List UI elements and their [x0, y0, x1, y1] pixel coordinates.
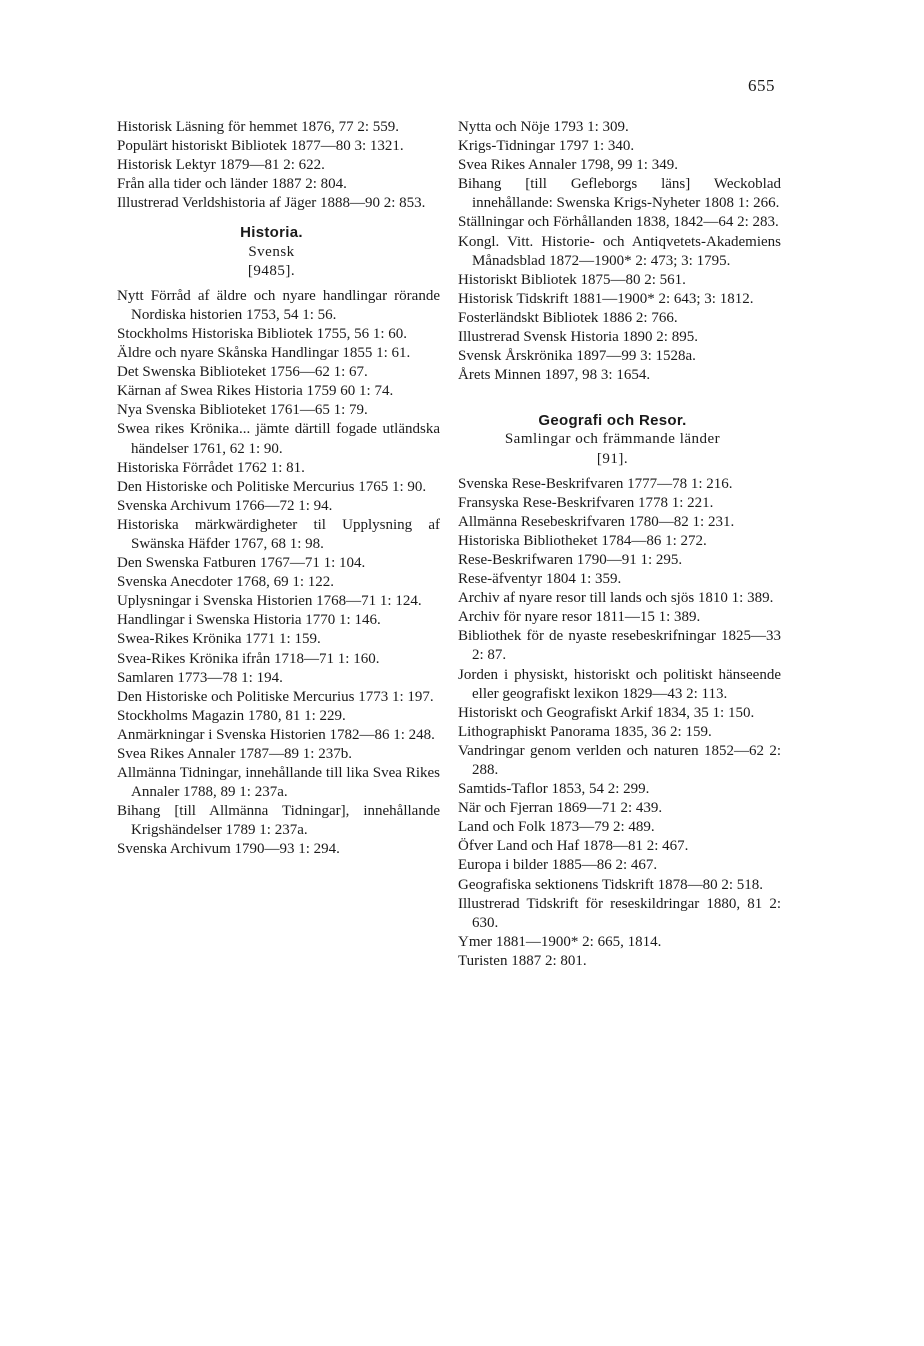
list-item: Den Swenska Fatburen 1767—71 1: 104.	[117, 555, 366, 572]
list-item: När och Fjerran 1869—71 2: 439.	[458, 800, 663, 817]
list-item: Illustrerad Tidskrift för reseskildringar 1880, 81 2: 630.	[458, 895, 781, 931]
right-entries-top	[458, 118, 781, 385]
list-item: Swea-Rikes Krönika 1771 1: 159.	[117, 631, 321, 648]
list-item: Svea-Rikes Krönika ifrån 1718—71 1: 160.	[117, 650, 380, 667]
list-item: Nytt Förråd af äldre och nyare handlingar rörande Nordiska historien 1753, 54 1: 56.	[117, 287, 440, 323]
list-item: Historisk Läsning för hemmet 1876, 77 2: 559.	[117, 119, 400, 135]
list-item: Historiska Bibliotheket 1784—86 1: 272.	[458, 532, 707, 549]
list-item: Swea rikes Krönika... jämte därtill fogade utländska händelser 1761, 62 1: 90.	[117, 421, 440, 457]
left-column	[117, 118, 440, 860]
list-item: Allmänna Resebeskrifvaren 1780—82 1: 231.	[458, 513, 735, 530]
list-item: Svenska Anecdoter 1768, 69 1: 122.	[117, 574, 335, 591]
list-item: Historiskt och Geografiskt Arkif 1834, 35 1: 150.	[458, 704, 755, 721]
section-heading-geografi: Geografi och Resor.	[538, 412, 687, 430]
list-item: Kongl. Vitt. Historie- och Antiqvetets-Akademiens Månadsblad 1872—1900* 2: 473; 3: 1795.	[458, 233, 781, 269]
section-subheading: Svensk	[248, 243, 295, 260]
list-item: Bibliothek för de nyaste resebeskrifningar 1825—33 2: 87.	[458, 628, 781, 664]
list-item: Uplysningar i Svenska Historien 1768—71 1: 124.	[117, 593, 422, 610]
list-item: Stockholms Historiska Bibliotek 1755, 56 1: 60.	[117, 325, 408, 342]
list-item: Årets Minnen 1897, 98 3: 1654.	[458, 367, 651, 384]
list-item: Jorden i physiskt, historiskt och politiskt hänseende eller geografiskt lexikon 1829—43 2: 113.	[458, 666, 781, 702]
list-item: Geografiska sektionens Tidskrift 1878—80 2: 518.	[458, 876, 763, 893]
list-item: Illustrerad Svensk Historia 1890 2: 895.	[458, 329, 698, 346]
list-item: Den Historiske och Politiske Mercurius 1773 1: 197.	[117, 688, 434, 705]
list-item: Historiska Förrådet 1762 1: 81.	[117, 459, 305, 476]
list-item: Kärnan af Swea Rikes Historia 1759 60 1: 74.	[117, 383, 394, 400]
list-item: Archiv för nyare resor 1811—15 1: 389.	[458, 609, 701, 626]
right-entries	[458, 475, 781, 971]
list-item: Ymer 1881—1900* 2: 665, 1814.	[458, 933, 662, 950]
list-item: Turisten 1887 2: 801.	[458, 952, 587, 969]
list-item: Nytta och Nöje 1793 1: 309.	[458, 119, 629, 135]
list-item: Rese-Beskrifwaren 1790—91 1: 295.	[458, 551, 683, 568]
list-item: Vandringar genom verlden och naturen 1852—62 2: 288.	[458, 742, 781, 778]
list-item: Rese-äfventyr 1804 1: 359.	[458, 571, 622, 588]
list-item: Äldre och nyare Skånska Handlingar 1855 1: 61.	[117, 345, 411, 362]
list-item: Öfver Land och Haf 1878—81 2: 467.	[458, 838, 689, 855]
list-item: Samtids-Taflor 1853, 54 2: 299.	[458, 781, 650, 798]
list-item: Fransyska Rese-Beskrifvaren 1778 1: 221.	[458, 494, 714, 511]
left-entries-top	[117, 118, 440, 213]
list-item: Krigs-Tidningar 1797 1: 340.	[458, 138, 635, 155]
left-entries	[117, 287, 440, 860]
list-item: Illustrerad Verldshistoria af Jäger 1888—90 2: 853.	[117, 195, 426, 212]
list-item: Anmärkningar i Svenska Historien 1782—86 1: 248.	[117, 726, 435, 743]
list-item: Populärt historiskt Bibliotek 1877—80 3: 1321.	[117, 138, 404, 155]
list-item: Archiv af nyare resor till lands och sjös 1810 1: 389.	[458, 590, 774, 607]
list-item: Historiska märkwärdigheter til Upplysning af Swänska Häfder 1767, 68 1: 98.	[117, 516, 440, 552]
list-item: Allmänna Tidningar, innehållande till lika Svea Rikes Annaler 1788, 89 1: 237a.	[117, 765, 440, 801]
section-reference: [91].	[596, 450, 629, 467]
list-item: Stockholms Magazin 1780, 81 1: 229.	[117, 707, 346, 724]
list-item: Svenska Rese-Beskrifvaren 1777—78 1: 216.	[458, 475, 733, 492]
list-item: Den Historiske och Politiske Mercurius 1765 1: 90.	[117, 478, 427, 495]
list-item: Svea Rikes Annaler 1798, 99 1: 349.	[458, 157, 678, 174]
list-item: Handlingar i Swenska Historia 1770 1: 146.	[117, 612, 381, 629]
list-item: Svenska Archivum 1766—72 1: 94.	[117, 497, 333, 514]
section-reference: [9485].	[247, 262, 296, 279]
list-item: Bihang [till Gefleborgs läns] Weckoblad innehållande: Swenska Krigs-Nyheter 1808 1: 266.	[458, 176, 781, 212]
list-item: Lithographiskt Panorama 1835, 36 2: 159.	[458, 723, 712, 740]
list-item: Från alla tider och länder 1887 2: 804.	[117, 176, 347, 193]
list-item: Det Swenska Biblioteket 1756—62 1: 67.	[117, 364, 368, 381]
page-number: 655	[748, 76, 775, 95]
section-heading-historia: Historia.	[240, 224, 303, 242]
list-item: Svensk Årskrönika 1897—99 3: 1528a.	[458, 348, 696, 365]
list-item: Europa i bilder 1885—86 2: 467.	[458, 857, 658, 874]
list-item: Bihang [till Allmänna Tidningar], innehållande Krigshändelser 1789 1: 237a.	[117, 803, 440, 839]
list-item: Samlaren 1773—78 1: 194.	[117, 669, 283, 686]
list-item: Historiskt Bibliotek 1875—80 2: 561.	[458, 271, 686, 288]
list-item: Historisk Tidskrift 1881—1900* 2: 643; 3: 1812.	[458, 290, 754, 307]
list-item: Svenska Archivum 1790—93 1: 294.	[117, 841, 340, 858]
list-item: Ställningar och Förhållanden 1838, 1842—64 2: 283.	[458, 214, 779, 231]
section-subheading: Samlingar och främmande länder	[504, 431, 721, 448]
right-column	[458, 118, 781, 971]
list-item: Svea Rikes Annaler 1787—89 1: 237b.	[117, 746, 352, 762]
list-item: Historisk Lektyr 1879—81 2: 622.	[117, 157, 325, 174]
list-item: Nya Svenska Biblioteket 1761—65 1: 79.	[117, 402, 368, 419]
list-item: Fosterländskt Bibliotek 1886 2: 766.	[458, 309, 678, 326]
list-item: Land och Folk 1873—79 2: 489.	[458, 819, 655, 836]
